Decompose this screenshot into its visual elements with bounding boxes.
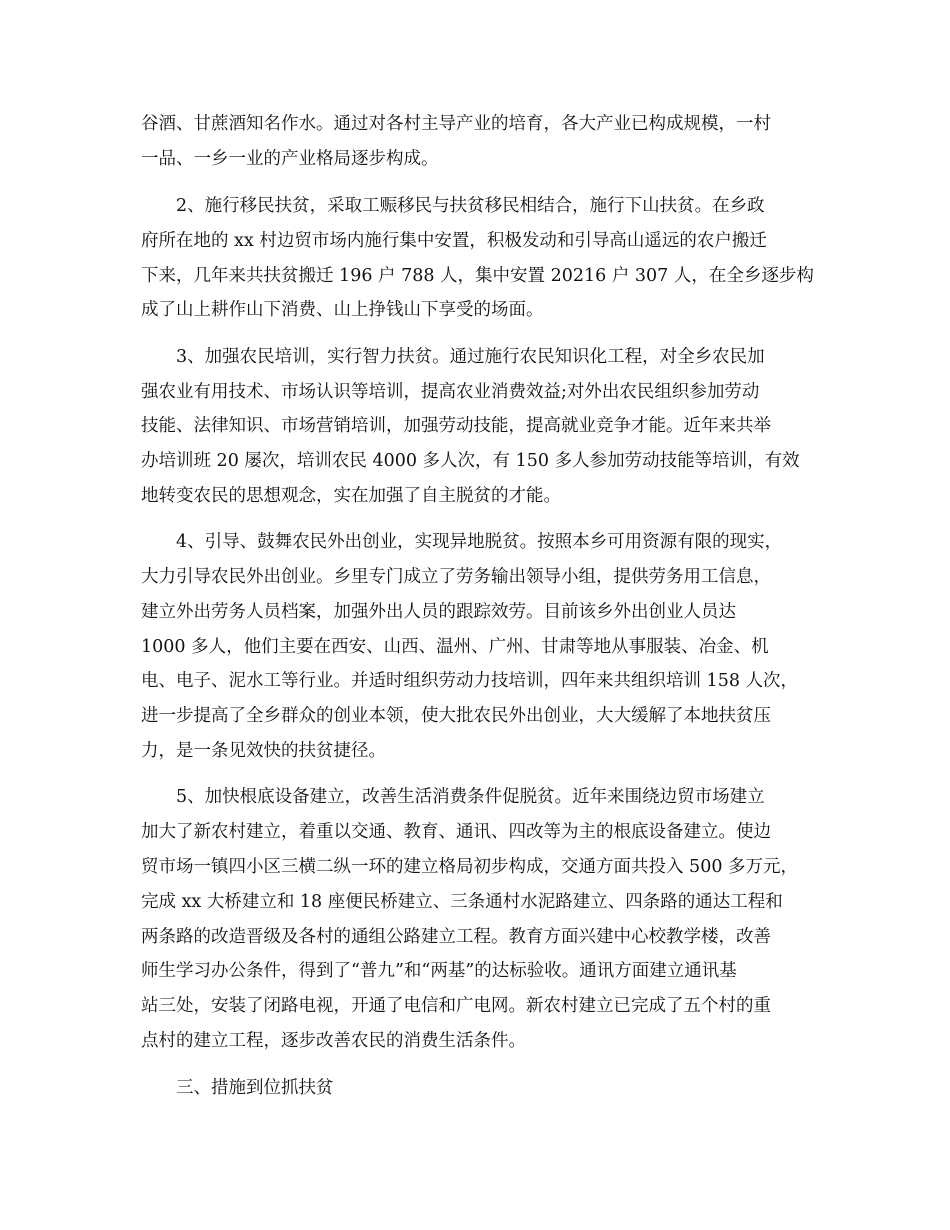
paragraph-start-line: 3、加强农民培训，实行智力扶贫。通过施行农民知识化工程，对全乡农民加 (176, 347, 765, 367)
text-line: 两条路的改造晋级及各村的通组公路建立工程。教育方面兴建中心校教学楼，改善 (141, 927, 771, 947)
text-line: 师生学习办公条件，得到了“普九”和“两基”的达标验收。通讯方面建立通讯基 (141, 961, 737, 981)
text-line: 府所在地的 xx 村边贸市场内施行集中安置，积极发动和引导高山遥远的农户搬迁 (141, 231, 767, 251)
text-line: 贸市场一镇四小区三横二纵一环的建立格局初步构成，交通方面共投入 500 多万元， (141, 857, 799, 877)
paragraph-start-line: 2、施行移民扶贫，采取工赈移民与扶贫移民相结合，施行下山扶贫。在乡政 (176, 196, 765, 216)
text-line: 谷酒、甘蔗酒知名作水。通过对各村主导产业的培育，各大产业已构成规模，一村 (141, 114, 771, 134)
text-line: 地转变农民的思想观念，实在加强了自主脱贫的才能。 (141, 486, 561, 506)
text-line: 大力引导农民外出创业。乡里专门成立了劳务输出领导小组，提供劳务用工信息， (141, 567, 771, 587)
section-heading: 三、措施到位抓扶贫 (176, 1078, 334, 1098)
text-line: 建立外出劳务人员档案，加强外出人员的跟踪效劳。目前该乡外出创业人员达 (141, 602, 736, 622)
text-line: 进一步提高了全乡群众的创业本领，使大批农民外出创业，大大缓解了本地扶贫压 (141, 706, 771, 726)
text-line: 强农业有用技术、市场认识等培训，提高农业消费效益;对外出农民组织参加劳动 (141, 382, 760, 402)
text-line: 办培训班 20 屡次，培训农民 4000 多人次，有 150 多人参加劳动技能等培训，有效 (141, 451, 800, 471)
text-line: 1000 多人，他们主要在西安、山西、温州、广州、甘肃等地从事服装、冶金、机 (141, 637, 769, 657)
text-line: 下来，几年来共扶贫搬迁 196 户 788 人，集中安置 20216 户 307 人，在全乡逐步构 (141, 266, 814, 286)
text-line: 力，是一条见效快的扶贫捷径。 (141, 741, 386, 761)
text-line: 成了山上耕作山下消费、山上挣钱山下享受的场面。 (141, 300, 544, 320)
text-line: 一品、一乡一业的产业格局逐步构成。 (141, 149, 439, 169)
text-line: 完成 xx 大桥建立和 18 座便民桥建立、三条通村水泥路建立、四条路的通达工程和 (141, 892, 783, 912)
paragraph-start-line: 4、引导、鼓舞农民外出创业，实现异地脱贫。按照本乡可用资源有限的现实， (176, 532, 783, 552)
text-line: 站三处，安装了闭路电视，开通了电信和广电网。新农村建立已完成了五个村的重 (141, 996, 771, 1016)
text-line: 技能、法律知识、市场营销培训，加强劳动技能，提高就业竞争才能。近年来共举 (141, 416, 771, 436)
text-line: 电、电子、泥水工等行业。并适时组织劳动力技培训，四年来共组织培训 158 人次， (141, 671, 799, 691)
text-line: 点村的建立工程，逐步改善农民的消费生活条件。 (141, 1031, 526, 1051)
paragraph-start-line: 5、加快根底设备建立，改善生活消费条件促脱贫。近年来围绕边贸市场建立 (176, 787, 765, 807)
text-line: 加大了新农村建立，着重以交通、教育、通讯、四改等为主的根底设备建立。使边 (141, 822, 771, 842)
